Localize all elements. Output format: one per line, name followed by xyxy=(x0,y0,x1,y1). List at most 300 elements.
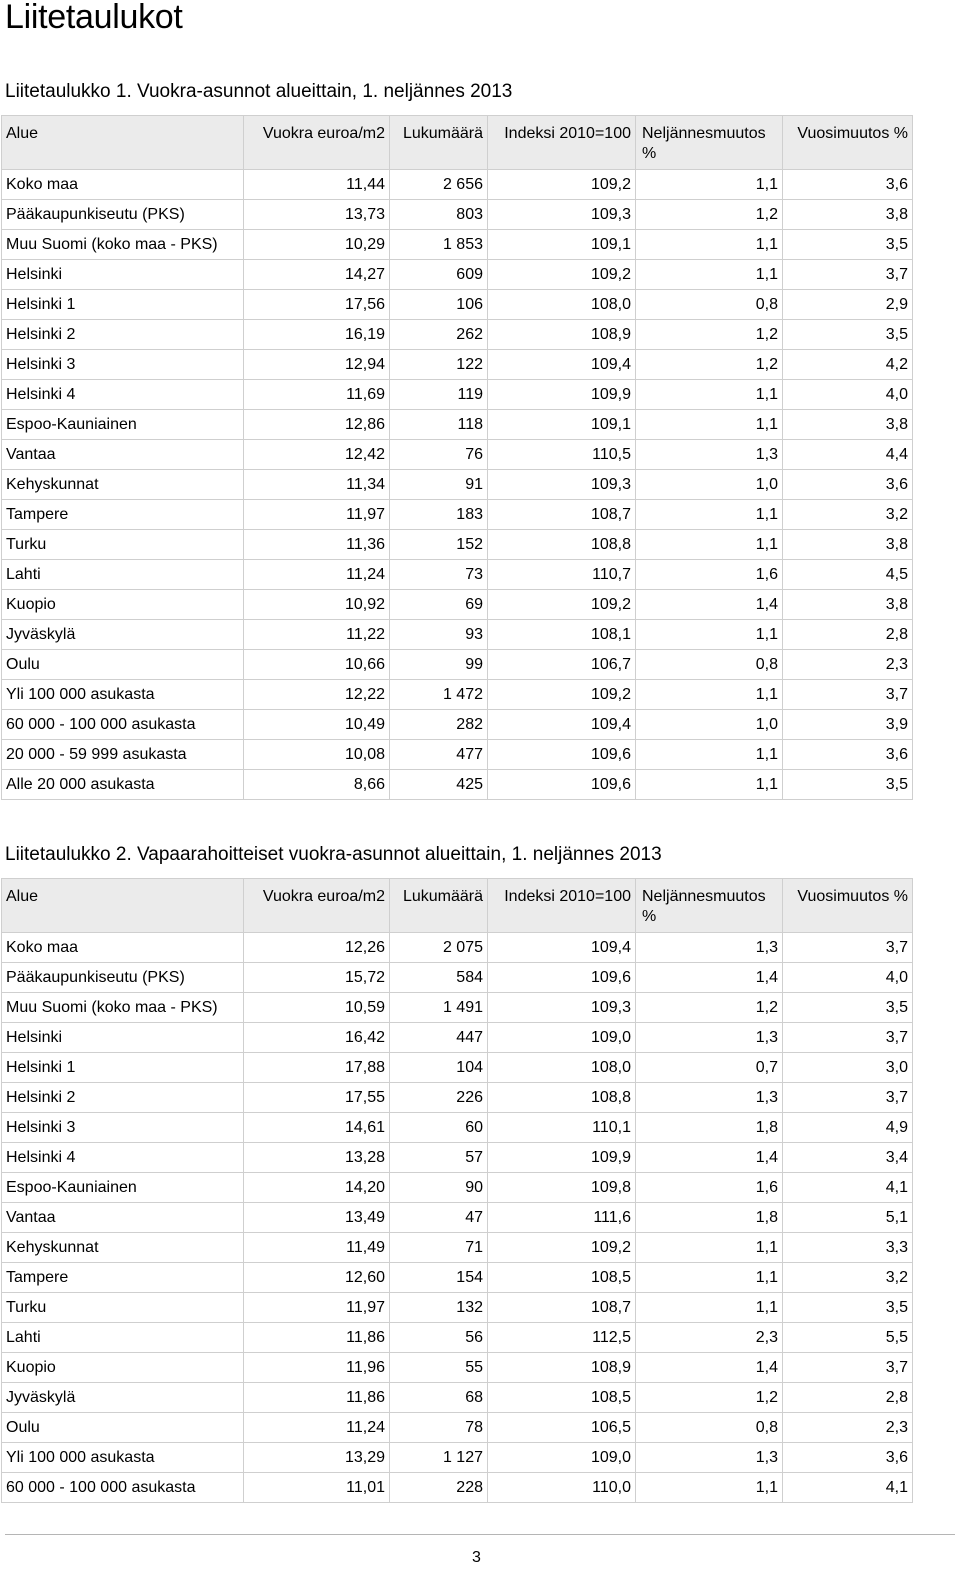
cell-rent-per-m2: 11,49 xyxy=(244,1233,390,1263)
cell-annual-change: 2,9 xyxy=(783,290,913,320)
cell-quarterly-change: 1,3 xyxy=(636,1443,783,1473)
cell-quarterly-change: 1,1 xyxy=(636,260,783,290)
cell-rent-per-m2: 11,86 xyxy=(244,1323,390,1353)
cell-quarterly-change: 0,8 xyxy=(636,290,783,320)
cell-index: 106,7 xyxy=(488,650,636,680)
cell-count: 122 xyxy=(390,350,488,380)
cell-index: 109,4 xyxy=(488,933,636,963)
cell-area: Tampere xyxy=(2,1263,244,1293)
cell-rent-per-m2: 11,24 xyxy=(244,1413,390,1443)
cell-index: 109,6 xyxy=(488,963,636,993)
cell-index: 109,0 xyxy=(488,1023,636,1053)
cell-count: 119 xyxy=(390,380,488,410)
table-row xyxy=(2,620,913,650)
cell-rent-per-m2: 11,01 xyxy=(244,1473,390,1503)
header-alue: Alue xyxy=(2,879,244,933)
cell-index: 110,5 xyxy=(488,440,636,470)
header-quarterly-change: Neljännesmuutos % xyxy=(636,879,783,933)
cell-quarterly-change: 0,7 xyxy=(636,1053,783,1083)
cell-quarterly-change: 1,8 xyxy=(636,1203,783,1233)
cell-annual-change: 2,3 xyxy=(783,650,913,680)
page-number: 3 xyxy=(472,1549,481,1566)
cell-area: Helsinki 1 xyxy=(2,1053,244,1083)
table-row xyxy=(2,1353,913,1383)
cell-annual-change: 3,7 xyxy=(783,1353,913,1383)
cell-annual-change: 3,6 xyxy=(783,1443,913,1473)
cell-area: Yli 100 000 asukasta xyxy=(2,1443,244,1473)
cell-rent-per-m2: 15,72 xyxy=(244,963,390,993)
cell-annual-change: 3,8 xyxy=(783,410,913,440)
cell-quarterly-change: 1,2 xyxy=(636,350,783,380)
cell-area: Jyväskylä xyxy=(2,1383,244,1413)
header-index: Indeksi 2010=100 xyxy=(488,116,636,170)
cell-annual-change: 2,8 xyxy=(783,620,913,650)
cell-area: Helsinki 2 xyxy=(2,1083,244,1113)
cell-quarterly-change: 1,2 xyxy=(636,320,783,350)
table-row xyxy=(2,1383,913,1413)
cell-count: 228 xyxy=(390,1473,488,1503)
table-row xyxy=(2,770,913,800)
table1-header-row xyxy=(2,116,913,170)
cell-area: Kehyskunnat xyxy=(2,1233,244,1263)
cell-rent-per-m2: 10,59 xyxy=(244,993,390,1023)
cell-index: 108,1 xyxy=(488,620,636,650)
cell-quarterly-change: 1,1 xyxy=(636,410,783,440)
cell-index: 108,0 xyxy=(488,1053,636,1083)
header-annual-change: Vuosimuutos % xyxy=(783,116,913,170)
cell-area: Pääkaupunkiseutu (PKS) xyxy=(2,963,244,993)
cell-index: 109,2 xyxy=(488,590,636,620)
cell-quarterly-change: 0,8 xyxy=(636,650,783,680)
table-row xyxy=(2,1203,913,1233)
table-row xyxy=(2,320,913,350)
cell-quarterly-change: 1,0 xyxy=(636,710,783,740)
cell-index: 109,3 xyxy=(488,993,636,1023)
cell-count: 73 xyxy=(390,560,488,590)
cell-annual-change: 2,3 xyxy=(783,1413,913,1443)
cell-area: Espoo-Kauniainen xyxy=(2,410,244,440)
cell-index: 110,1 xyxy=(488,1113,636,1143)
cell-rent-per-m2: 16,42 xyxy=(244,1023,390,1053)
table-row xyxy=(2,350,913,380)
table1-title: Liitetaulukko 1. Vuokra-asunnot alueittain, 1. neljännes 2013 xyxy=(5,81,513,102)
header-quarterly-change: Neljännesmuutos % xyxy=(636,116,783,170)
cell-quarterly-change: 1,4 xyxy=(636,1353,783,1383)
cell-rent-per-m2: 17,55 xyxy=(244,1083,390,1113)
cell-rent-per-m2: 14,27 xyxy=(244,260,390,290)
cell-annual-change: 4,0 xyxy=(783,963,913,993)
cell-index: 106,5 xyxy=(488,1413,636,1443)
table-row xyxy=(2,470,913,500)
cell-quarterly-change: 1,4 xyxy=(636,1143,783,1173)
cell-rent-per-m2: 12,86 xyxy=(244,410,390,440)
cell-annual-change: 4,0 xyxy=(783,380,913,410)
table-row xyxy=(2,380,913,410)
cell-count: 106 xyxy=(390,290,488,320)
cell-rent-per-m2: 13,73 xyxy=(244,200,390,230)
cell-index: 110,0 xyxy=(488,1473,636,1503)
cell-quarterly-change: 1,1 xyxy=(636,740,783,770)
cell-quarterly-change: 0,8 xyxy=(636,1413,783,1443)
cell-area: Helsinki 3 xyxy=(2,350,244,380)
table-row xyxy=(2,1053,913,1083)
cell-count: 154 xyxy=(390,1263,488,1293)
cell-quarterly-change: 1,1 xyxy=(636,1263,783,1293)
table-row xyxy=(2,1293,913,1323)
cell-count: 447 xyxy=(390,1023,488,1053)
cell-quarterly-change: 1,1 xyxy=(636,530,783,560)
cell-rent-per-m2: 10,92 xyxy=(244,590,390,620)
table-row xyxy=(2,530,913,560)
cell-count: 2 075 xyxy=(390,933,488,963)
table-row xyxy=(2,590,913,620)
table-row xyxy=(2,200,913,230)
cell-annual-change: 3,3 xyxy=(783,1233,913,1263)
cell-rent-per-m2: 11,22 xyxy=(244,620,390,650)
cell-area: Koko maa xyxy=(2,933,244,963)
table-row xyxy=(2,740,913,770)
cell-count: 57 xyxy=(390,1143,488,1173)
cell-rent-per-m2: 11,97 xyxy=(244,500,390,530)
table-row xyxy=(2,290,913,320)
cell-area: Turku xyxy=(2,530,244,560)
cell-index: 109,4 xyxy=(488,710,636,740)
cell-count: 69 xyxy=(390,590,488,620)
cell-annual-change: 3,7 xyxy=(783,1083,913,1113)
table-row xyxy=(2,260,913,290)
cell-rent-per-m2: 12,60 xyxy=(244,1263,390,1293)
cell-rent-per-m2: 14,61 xyxy=(244,1113,390,1143)
cell-rent-per-m2: 13,49 xyxy=(244,1203,390,1233)
cell-count: 226 xyxy=(390,1083,488,1113)
cell-area: Espoo-Kauniainen xyxy=(2,1173,244,1203)
cell-area: Oulu xyxy=(2,650,244,680)
header-alue: Alue xyxy=(2,116,244,170)
cell-count: 477 xyxy=(390,740,488,770)
cell-count: 2 656 xyxy=(390,170,488,200)
cell-annual-change: 3,7 xyxy=(783,933,913,963)
cell-rent-per-m2: 14,20 xyxy=(244,1173,390,1203)
cell-annual-change: 4,1 xyxy=(783,1473,913,1503)
cell-area: Jyväskylä xyxy=(2,620,244,650)
cell-annual-change: 3,9 xyxy=(783,710,913,740)
table-row xyxy=(2,933,913,963)
table-row xyxy=(2,1023,913,1053)
cell-annual-change: 3,5 xyxy=(783,320,913,350)
cell-count: 76 xyxy=(390,440,488,470)
header-count: Lukumäärä xyxy=(390,116,488,170)
cell-rent-per-m2: 11,44 xyxy=(244,170,390,200)
cell-annual-change: 3,5 xyxy=(783,1293,913,1323)
cell-index: 109,4 xyxy=(488,350,636,380)
table2-header-row xyxy=(2,879,913,933)
cell-area: Kuopio xyxy=(2,1353,244,1383)
cell-count: 55 xyxy=(390,1353,488,1383)
table-row xyxy=(2,560,913,590)
cell-annual-change: 3,5 xyxy=(783,230,913,260)
cell-index: 109,0 xyxy=(488,1443,636,1473)
cell-index: 109,1 xyxy=(488,230,636,260)
cell-quarterly-change: 1,2 xyxy=(636,1383,783,1413)
cell-index: 109,3 xyxy=(488,470,636,500)
cell-index: 109,2 xyxy=(488,1233,636,1263)
cell-quarterly-change: 1,2 xyxy=(636,200,783,230)
cell-count: 803 xyxy=(390,200,488,230)
cell-quarterly-change: 1,6 xyxy=(636,1173,783,1203)
cell-count: 56 xyxy=(390,1323,488,1353)
table-row xyxy=(2,1143,913,1173)
cell-area: Vantaa xyxy=(2,440,244,470)
table-row xyxy=(2,410,913,440)
cell-quarterly-change: 2,3 xyxy=(636,1323,783,1353)
cell-rent-per-m2: 11,24 xyxy=(244,560,390,590)
cell-annual-change: 3,6 xyxy=(783,470,913,500)
cell-annual-change: 4,5 xyxy=(783,560,913,590)
cell-area: Helsinki 2 xyxy=(2,320,244,350)
cell-index: 109,3 xyxy=(488,200,636,230)
header-index: Indeksi 2010=100 xyxy=(488,879,636,933)
cell-quarterly-change: 1,1 xyxy=(636,620,783,650)
cell-rent-per-m2: 17,88 xyxy=(244,1053,390,1083)
cell-rent-per-m2: 11,34 xyxy=(244,470,390,500)
cell-quarterly-change: 1,3 xyxy=(636,1083,783,1113)
cell-area: Helsinki 3 xyxy=(2,1113,244,1143)
cell-count: 132 xyxy=(390,1293,488,1323)
cell-index: 110,7 xyxy=(488,560,636,590)
table-row xyxy=(2,650,913,680)
cell-annual-change: 2,8 xyxy=(783,1383,913,1413)
cell-index: 109,2 xyxy=(488,260,636,290)
cell-quarterly-change: 1,8 xyxy=(636,1113,783,1143)
cell-annual-change: 4,9 xyxy=(783,1113,913,1143)
cell-area: Helsinki 4 xyxy=(2,380,244,410)
cell-index: 109,9 xyxy=(488,380,636,410)
table-row xyxy=(2,500,913,530)
table-row xyxy=(2,1173,913,1203)
cell-index: 112,5 xyxy=(488,1323,636,1353)
table2-title: Liitetaulukko 2. Vapaarahoitteiset vuokra-asunnot alueittain, 1. neljännes 2013 xyxy=(5,844,662,865)
cell-area: Lahti xyxy=(2,560,244,590)
cell-index: 109,8 xyxy=(488,1173,636,1203)
cell-quarterly-change: 1,4 xyxy=(636,590,783,620)
cell-annual-change: 3,7 xyxy=(783,1023,913,1053)
cell-annual-change: 4,1 xyxy=(783,1173,913,1203)
cell-count: 93 xyxy=(390,620,488,650)
cell-index: 108,5 xyxy=(488,1263,636,1293)
cell-quarterly-change: 1,3 xyxy=(636,1023,783,1053)
header-rent-per-m2: Vuokra euroa/m2 xyxy=(244,116,390,170)
cell-area: Vantaa xyxy=(2,1203,244,1233)
cell-quarterly-change: 1,0 xyxy=(636,470,783,500)
cell-rent-per-m2: 8,66 xyxy=(244,770,390,800)
table-row xyxy=(2,1413,913,1443)
cell-count: 68 xyxy=(390,1383,488,1413)
cell-quarterly-change: 1,4 xyxy=(636,963,783,993)
cell-quarterly-change: 1,1 xyxy=(636,770,783,800)
cell-count: 183 xyxy=(390,500,488,530)
cell-annual-change: 5,1 xyxy=(783,1203,913,1233)
cell-index: 111,6 xyxy=(488,1203,636,1233)
table-row xyxy=(2,1323,913,1353)
cell-count: 118 xyxy=(390,410,488,440)
cell-area: Koko maa xyxy=(2,170,244,200)
table-row xyxy=(2,680,913,710)
header-count: Lukumäärä xyxy=(390,879,488,933)
cell-count: 262 xyxy=(390,320,488,350)
page-title: Liitetaulukot xyxy=(5,0,183,36)
cell-index: 108,7 xyxy=(488,500,636,530)
cell-index: 108,9 xyxy=(488,1353,636,1383)
cell-count: 99 xyxy=(390,650,488,680)
cell-annual-change: 3,2 xyxy=(783,500,913,530)
cell-annual-change: 3,6 xyxy=(783,170,913,200)
cell-annual-change: 3,6 xyxy=(783,740,913,770)
cell-quarterly-change: 1,1 xyxy=(636,1293,783,1323)
cell-annual-change: 5,5 xyxy=(783,1323,913,1353)
table-row xyxy=(2,963,913,993)
cell-rent-per-m2: 12,94 xyxy=(244,350,390,380)
cell-count: 47 xyxy=(390,1203,488,1233)
cell-index: 108,8 xyxy=(488,1083,636,1113)
cell-area: Alle 20 000 asukasta xyxy=(2,770,244,800)
cell-rent-per-m2: 11,97 xyxy=(244,1293,390,1323)
table-row xyxy=(2,1113,913,1143)
cell-quarterly-change: 1,1 xyxy=(636,500,783,530)
cell-quarterly-change: 1,1 xyxy=(636,1233,783,1263)
cell-count: 60 xyxy=(390,1113,488,1143)
cell-rent-per-m2: 10,66 xyxy=(244,650,390,680)
table-row xyxy=(2,710,913,740)
cell-quarterly-change: 1,3 xyxy=(636,440,783,470)
cell-rent-per-m2: 11,86 xyxy=(244,1383,390,1413)
footer-divider xyxy=(5,1534,955,1535)
table-row xyxy=(2,170,913,200)
cell-area: 20 000 - 59 999 asukasta xyxy=(2,740,244,770)
cell-area: Muu Suomi (koko maa - PKS) xyxy=(2,993,244,1023)
cell-count: 1 127 xyxy=(390,1443,488,1473)
header-annual-change: Vuosimuutos % xyxy=(783,879,913,933)
cell-rent-per-m2: 10,29 xyxy=(244,230,390,260)
cell-quarterly-change: 1,1 xyxy=(636,170,783,200)
cell-rent-per-m2: 13,28 xyxy=(244,1143,390,1173)
cell-rent-per-m2: 16,19 xyxy=(244,320,390,350)
cell-annual-change: 3,8 xyxy=(783,590,913,620)
cell-rent-per-m2: 13,29 xyxy=(244,1443,390,1473)
table-row xyxy=(2,1263,913,1293)
cell-count: 152 xyxy=(390,530,488,560)
cell-count: 78 xyxy=(390,1413,488,1443)
cell-quarterly-change: 1,1 xyxy=(636,380,783,410)
cell-quarterly-change: 1,1 xyxy=(636,680,783,710)
table-row xyxy=(2,993,913,1023)
cell-area: Tampere xyxy=(2,500,244,530)
cell-area: 60 000 - 100 000 asukasta xyxy=(2,1473,244,1503)
cell-index: 109,6 xyxy=(488,740,636,770)
cell-area: Pääkaupunkiseutu (PKS) xyxy=(2,200,244,230)
cell-quarterly-change: 1,6 xyxy=(636,560,783,590)
cell-rent-per-m2: 10,08 xyxy=(244,740,390,770)
cell-annual-change: 4,2 xyxy=(783,350,913,380)
cell-annual-change: 3,7 xyxy=(783,260,913,290)
cell-annual-change: 3,8 xyxy=(783,200,913,230)
cell-count: 91 xyxy=(390,470,488,500)
table-row xyxy=(2,230,913,260)
cell-index: 108,7 xyxy=(488,1293,636,1323)
cell-area: Lahti xyxy=(2,1323,244,1353)
cell-annual-change: 3,5 xyxy=(783,993,913,1023)
header-rent-per-m2: Vuokra euroa/m2 xyxy=(244,879,390,933)
cell-area: Helsinki xyxy=(2,260,244,290)
cell-area: Helsinki 1 xyxy=(2,290,244,320)
cell-area: Yli 100 000 asukasta xyxy=(2,680,244,710)
cell-annual-change: 4,4 xyxy=(783,440,913,470)
cell-index: 109,9 xyxy=(488,1143,636,1173)
cell-rent-per-m2: 12,26 xyxy=(244,933,390,963)
cell-area: Oulu xyxy=(2,1413,244,1443)
cell-count: 584 xyxy=(390,963,488,993)
cell-count: 425 xyxy=(390,770,488,800)
cell-quarterly-change: 1,3 xyxy=(636,933,783,963)
cell-rent-per-m2: 11,69 xyxy=(244,380,390,410)
cell-quarterly-change: 1,2 xyxy=(636,993,783,1023)
cell-annual-change: 3,2 xyxy=(783,1263,913,1293)
cell-area: 60 000 - 100 000 asukasta xyxy=(2,710,244,740)
table2-body xyxy=(2,933,913,1503)
table-row xyxy=(2,440,913,470)
cell-rent-per-m2: 12,42 xyxy=(244,440,390,470)
table-row xyxy=(2,1083,913,1113)
cell-index: 108,0 xyxy=(488,290,636,320)
cell-rent-per-m2: 10,49 xyxy=(244,710,390,740)
cell-rent-per-m2: 17,56 xyxy=(244,290,390,320)
cell-count: 1 853 xyxy=(390,230,488,260)
cell-annual-change: 3,4 xyxy=(783,1143,913,1173)
cell-area: Muu Suomi (koko maa - PKS) xyxy=(2,230,244,260)
cell-rent-per-m2: 11,96 xyxy=(244,1353,390,1383)
cell-annual-change: 3,0 xyxy=(783,1053,913,1083)
cell-index: 109,2 xyxy=(488,680,636,710)
cell-annual-change: 3,7 xyxy=(783,680,913,710)
cell-area: Turku xyxy=(2,1293,244,1323)
cell-quarterly-change: 1,1 xyxy=(636,1473,783,1503)
table-row xyxy=(2,1233,913,1263)
rental-table-1 xyxy=(1,115,913,800)
cell-annual-change: 3,5 xyxy=(783,770,913,800)
cell-index: 108,9 xyxy=(488,320,636,350)
cell-annual-change: 3,8 xyxy=(783,530,913,560)
table-row xyxy=(2,1473,913,1503)
cell-count: 1 491 xyxy=(390,993,488,1023)
cell-rent-per-m2: 11,36 xyxy=(244,530,390,560)
cell-quarterly-change: 1,1 xyxy=(636,230,783,260)
cell-area: Kuopio xyxy=(2,590,244,620)
cell-area: Kehyskunnat xyxy=(2,470,244,500)
cell-area: Helsinki xyxy=(2,1023,244,1053)
cell-count: 282 xyxy=(390,710,488,740)
table-row xyxy=(2,1443,913,1473)
cell-index: 109,2 xyxy=(488,170,636,200)
cell-index: 108,5 xyxy=(488,1383,636,1413)
cell-rent-per-m2: 12,22 xyxy=(244,680,390,710)
cell-count: 71 xyxy=(390,1233,488,1263)
cell-count: 609 xyxy=(390,260,488,290)
cell-area: Helsinki 4 xyxy=(2,1143,244,1173)
cell-index: 109,6 xyxy=(488,770,636,800)
rental-table-2 xyxy=(1,878,913,1503)
cell-index: 108,8 xyxy=(488,530,636,560)
cell-count: 90 xyxy=(390,1173,488,1203)
table1-body xyxy=(2,170,913,800)
